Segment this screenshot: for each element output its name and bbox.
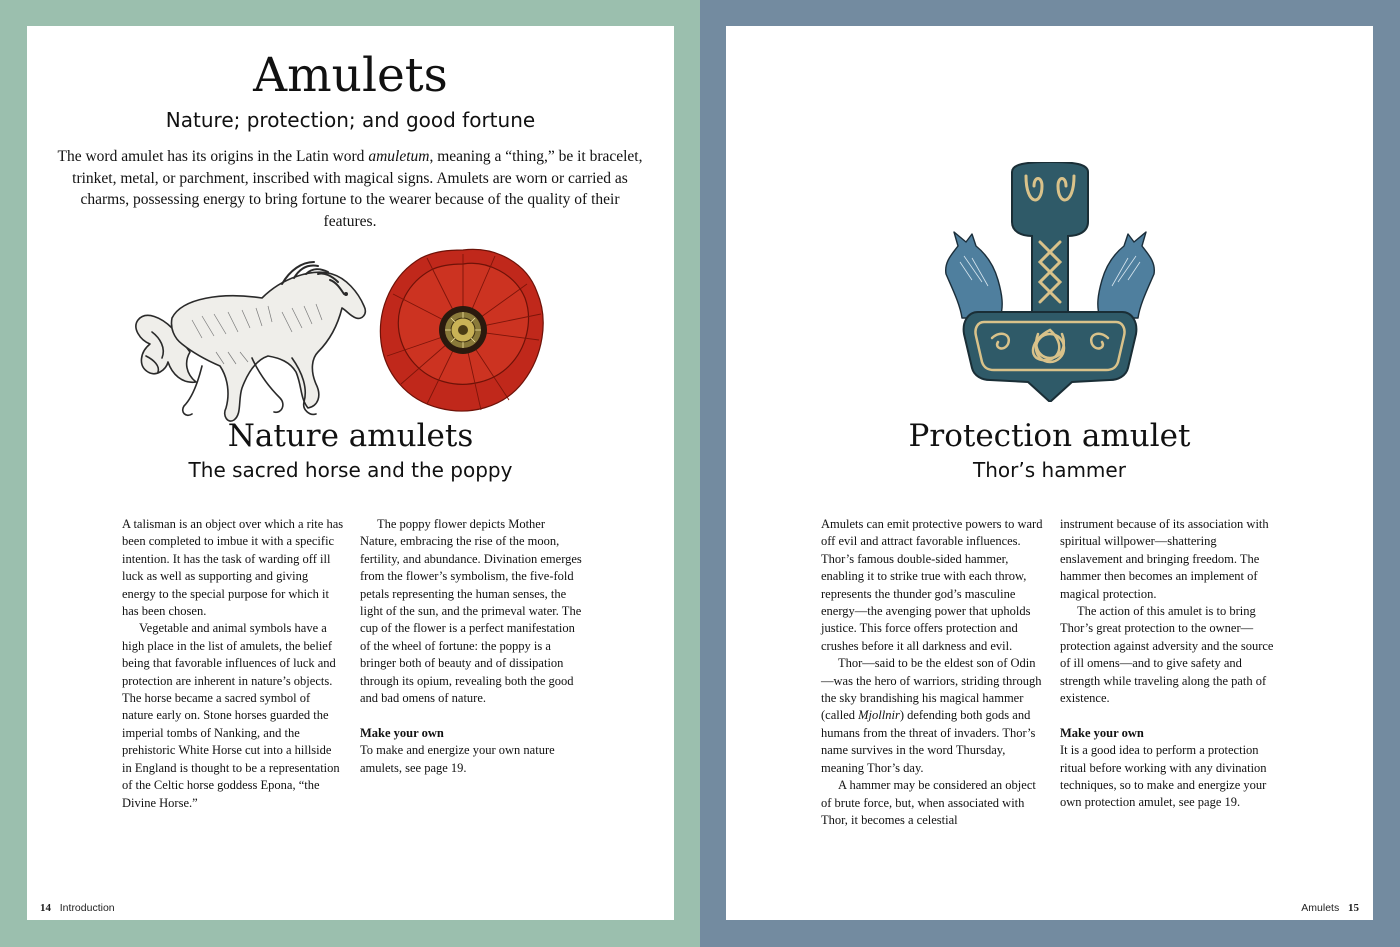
running-header: Amulets <box>1301 902 1340 914</box>
left-text-column-2 <box>360 516 582 777</box>
intro-paragraph: The word amulet has its origins in the Latin word amuletum, meaning a “thing,” be it bracelet, trinket, metal, or parchment, inscribed with magical signs. Amulets are worn or carried as charms, possessing energy to bring fortune to the wearer because of the quality of their features. <box>57 148 643 230</box>
horse-illustration <box>132 248 372 428</box>
paragraph: A talisman is an object over which a rite has been completed to imbue it with a specific intention. It has the task of warding off ill luck as well as supporting and giving energy to the special purpose for which it has been chosen. <box>122 517 344 619</box>
section-title: Nature amulets <box>227 418 474 454</box>
paragraph: To make and energize your own nature amulets, see page 19. <box>360 743 555 775</box>
right-text-column-1 <box>821 516 1043 829</box>
page-number: 15 <box>1348 902 1359 914</box>
section-subtitle: The sacred horse and the poppy <box>188 458 513 482</box>
right-footer <box>1301 902 1359 914</box>
section-title: Protection amulet <box>908 418 1191 454</box>
left-text-column-1 <box>122 516 344 812</box>
make-your-own-heading: Make your own <box>1060 725 1144 740</box>
paragraph: Thor—said to be the eldest son of Odin—was the hero of warriors, striding through the sky brandishing his magical hammer (called Mjollnir) defending both gods and humans from the threat of invaders. Thor’s name survives in the word Thursday, meaning Thor’s day. <box>821 656 1042 775</box>
paragraph: It is a good idea to perform a protection ritual before working with any divination techniques, so to make and energize your own protection amulet, see page 19. <box>1060 743 1267 810</box>
paragraph: Vegetable and animal symbols have a high place in the list of amulets, the belief being that favorable influences of luck and protection are inherent in nature’s objects. The horse became a sacred symbol of nature early on. Stone horses guarded the imperial tombs of Nanking, and the prehistoric White Horse cut into a hillside in England is thought to be a representation of the Celtic horse goddess Epona, “the Divine Horse.” <box>122 621 340 810</box>
right-text-column-2 <box>1060 516 1282 812</box>
paragraph: The poppy flower depicts Mother Nature, embracing the rise of the moon, fertility, and abundance. Divination emerges from the flower’s symbolism, the five-fold petals representing the human senses, the light of the sun, and the primeval water. The cup of the flower is a perfect manifestation of the wheel of fortune: the poppy is a bringer both of beauty and of dissipation through its opium, revealing both the good and bad omens of nature. <box>360 517 582 706</box>
thors-hammer-illustration <box>942 162 1158 402</box>
paragraph: Amulets can emit protective powers to ward off evil and attract favorable influences. Thor’s famous double-sided hammer, enabling it to strike true with each throw, represents the thunder god’s masculine energy—the avenging power that upholds justice. This force offers protection and crushes before it all darkness and evil. <box>821 517 1043 653</box>
page-subtitle: Nature; protection; and good fortune <box>165 108 536 132</box>
page-number: 14 <box>40 902 51 914</box>
right-page <box>726 26 1373 920</box>
page-title: Amulets <box>253 48 448 103</box>
paragraph: instrument because of its association with spiritual willpower—shattering enslavement and bringing freedom. The hammer then becomes an implement of magical protection. <box>1060 517 1269 601</box>
make-your-own-heading: Make your own <box>360 725 444 740</box>
running-header: Introduction <box>59 902 115 914</box>
left-page <box>27 26 674 920</box>
section-subtitle: Thor’s hammer <box>973 458 1126 482</box>
left-footer <box>40 902 115 914</box>
poppy-illustration <box>377 244 549 418</box>
paragraph: The action of this amulet is to bring Thor’s great protection to the owner—protection against adversity and the source of ill omens—and to give safety and strength while traveling along the path of existence. <box>1060 604 1274 706</box>
paragraph: A hammer may be considered an object of brute force, but, when associated with Thor, it becomes a celestial <box>821 778 1036 827</box>
